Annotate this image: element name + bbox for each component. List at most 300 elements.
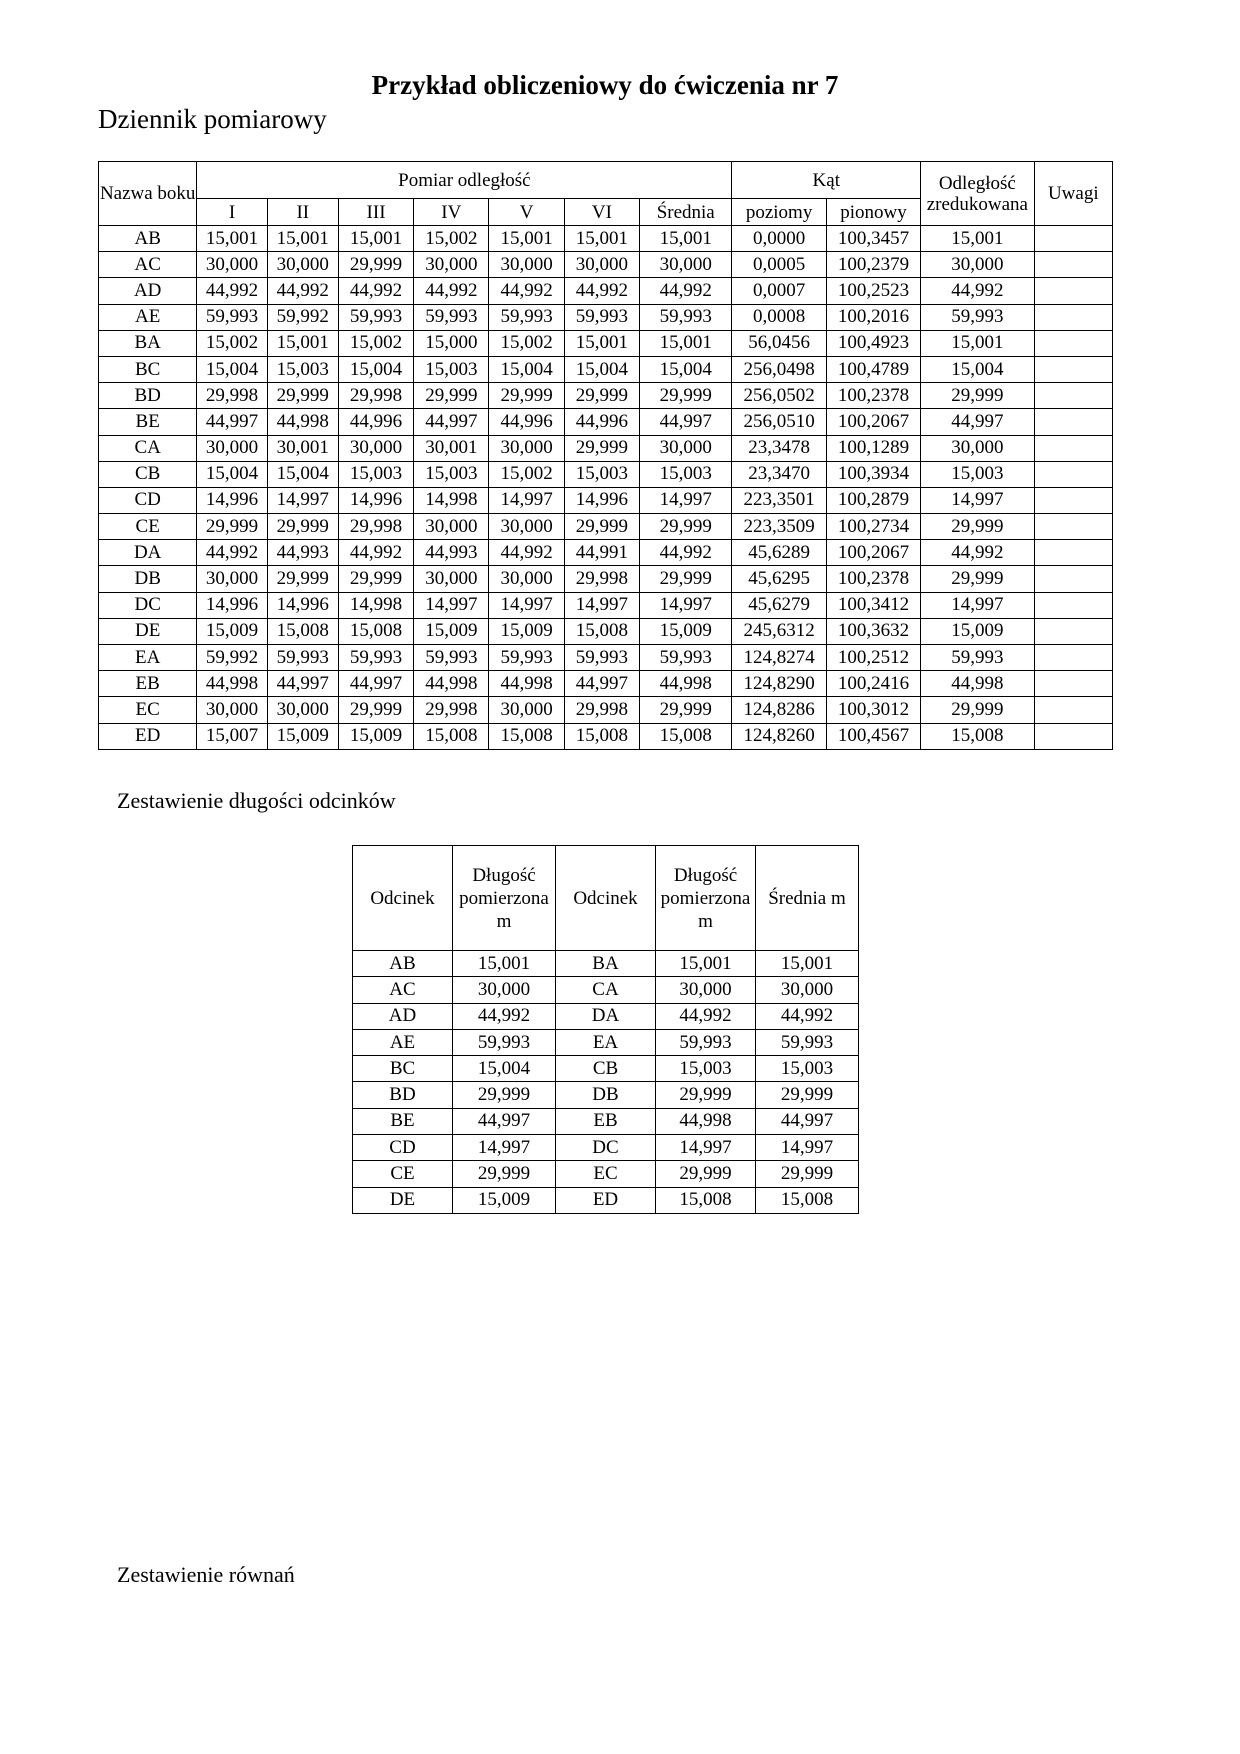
table-cell: AD: [353, 1003, 453, 1029]
table-cell: 30,001: [267, 435, 338, 461]
table-cell: 223,3509: [732, 514, 826, 540]
page-title: Przykład obliczeniowy do ćwiczenia nr 7: [371, 70, 839, 100]
table-cell: EB: [556, 1108, 656, 1134]
table-cell: 59,993: [414, 304, 489, 330]
table-cell: CB: [99, 461, 197, 487]
table-cell: 15,009: [640, 618, 732, 644]
table-cell: 14,997: [756, 1135, 859, 1161]
table-cell: 15,002: [414, 226, 489, 252]
table-cell: 29,999: [338, 252, 413, 278]
table-cell: 30,000: [414, 514, 489, 540]
table-cell: 59,993: [921, 645, 1034, 671]
table-cell: 44,991: [564, 540, 639, 566]
header-reduced-distance: Odległość zredukowana: [921, 162, 1034, 226]
table-cell: 15,003: [656, 1056, 756, 1082]
table-cell: 124,8274: [732, 645, 826, 671]
table-cell: 0,0005: [732, 252, 826, 278]
table-cell: 30,000: [640, 252, 732, 278]
table-cell: 100,4567: [826, 723, 920, 749]
table-cell: 30,000: [489, 697, 564, 723]
table-cell: CE: [99, 514, 197, 540]
table-cell: [1034, 540, 1112, 566]
table-cell: 100,3012: [826, 697, 920, 723]
journal-body: [99, 226, 1113, 750]
table-cell: 29,999: [453, 1082, 556, 1108]
table-cell: 15,004: [197, 461, 267, 487]
table-cell: 15,002: [489, 461, 564, 487]
table-cell: 15,008: [267, 618, 338, 644]
header-mean-length: Średnia m: [756, 846, 859, 951]
table-cell: 15,001: [453, 951, 556, 977]
table-cell: 44,997: [921, 409, 1034, 435]
table-cell: AE: [99, 304, 197, 330]
table-cell: 29,999: [921, 383, 1034, 409]
table-cell: 30,000: [267, 697, 338, 723]
table-row: [99, 671, 1113, 697]
table-cell: AE: [353, 1029, 453, 1055]
table-cell: 100,2067: [826, 409, 920, 435]
table-cell: 30,000: [921, 252, 1034, 278]
table-cell: 44,997: [756, 1108, 859, 1134]
table-cell: [1034, 514, 1112, 540]
table-cell: 0,0000: [732, 226, 826, 252]
table-cell: BA: [99, 330, 197, 356]
table-row: [99, 461, 1113, 487]
measurement-journal-table: [98, 161, 1113, 750]
table-cell: 14,996: [197, 592, 267, 618]
table-cell: 44,992: [489, 278, 564, 304]
header-measurement-6: VI: [564, 199, 639, 226]
table-cell: 15,008: [640, 723, 732, 749]
header-notes: Uwagi: [1034, 162, 1112, 226]
table-cell: BE: [353, 1108, 453, 1134]
table-cell: 14,996: [564, 487, 639, 513]
table-cell: 15,004: [921, 356, 1034, 382]
table-cell: 14,997: [656, 1135, 756, 1161]
header-vertical-angle: pionowy: [826, 199, 920, 226]
table-cell: 15,004: [338, 356, 413, 382]
table-cell: 15,007: [197, 723, 267, 749]
table-cell: 29,999: [921, 697, 1034, 723]
table-row: [353, 1056, 859, 1082]
table-cell: 100,2879: [826, 487, 920, 513]
table-cell: 45,6295: [732, 566, 826, 592]
table-cell: 44,992: [489, 540, 564, 566]
table-cell: 14,997: [921, 487, 1034, 513]
table-cell: [1034, 435, 1112, 461]
table-cell: CA: [99, 435, 197, 461]
table-cell: DB: [556, 1082, 656, 1108]
table-cell: 45,6289: [732, 540, 826, 566]
table-cell: 15,004: [267, 461, 338, 487]
table-cell: 15,001: [489, 226, 564, 252]
table-row: [99, 226, 1113, 252]
table-cell: [1034, 671, 1112, 697]
table-cell: 15,008: [921, 723, 1034, 749]
table-row: [99, 330, 1113, 356]
table-cell: 23,3470: [732, 461, 826, 487]
table-cell: 59,992: [197, 645, 267, 671]
table-cell: 44,992: [197, 278, 267, 304]
table-cell: 30,000: [197, 435, 267, 461]
table-row: [353, 1082, 859, 1108]
table-cell: 44,996: [338, 409, 413, 435]
table-cell: 15,002: [338, 330, 413, 356]
table-cell: 100,4923: [826, 330, 920, 356]
table-cell: [1034, 304, 1112, 330]
table-cell: 30,000: [489, 252, 564, 278]
table-cell: 30,000: [921, 435, 1034, 461]
table-cell: 44,998: [197, 671, 267, 697]
table-cell: 15,004: [489, 356, 564, 382]
table-cell: 45,6279: [732, 592, 826, 618]
table-row: [353, 1108, 859, 1134]
table-cell: 14,998: [414, 487, 489, 513]
table-cell: 29,999: [564, 435, 639, 461]
table-cell: EA: [99, 645, 197, 671]
table-cell: 30,000: [453, 977, 556, 1003]
table-cell: 44,998: [414, 671, 489, 697]
table-cell: [1034, 618, 1112, 644]
header-distance-group: Pomiar odległość: [197, 162, 732, 199]
table-cell: 30,001: [414, 435, 489, 461]
table-cell: 15,001: [267, 330, 338, 356]
table-cell: CA: [556, 977, 656, 1003]
table-cell: 59,993: [640, 645, 732, 671]
table-cell: BC: [99, 356, 197, 382]
table-cell: 14,997: [921, 592, 1034, 618]
table-row: [353, 1029, 859, 1055]
table-cell: 59,993: [453, 1029, 556, 1055]
table-cell: [1034, 356, 1112, 382]
table-cell: AC: [99, 252, 197, 278]
table-cell: 30,000: [489, 435, 564, 461]
table-cell: 100,3934: [826, 461, 920, 487]
table-cell: 15,008: [564, 723, 639, 749]
table-cell: 245,6312: [732, 618, 826, 644]
table-cell: 15,001: [921, 330, 1034, 356]
table-cell: [1034, 278, 1112, 304]
header-measurement-1: I: [197, 199, 267, 226]
table-cell: 44,998: [640, 671, 732, 697]
table-row: [99, 645, 1113, 671]
table-cell: 30,000: [756, 977, 859, 1003]
table-cell: 44,993: [267, 540, 338, 566]
table-cell: 29,999: [921, 566, 1034, 592]
table-cell: 44,997: [640, 409, 732, 435]
table-cell: 100,3632: [826, 618, 920, 644]
table-cell: BA: [556, 951, 656, 977]
table-cell: 30,000: [197, 252, 267, 278]
table-cell: 15,008: [756, 1187, 859, 1213]
table-cell: 124,8260: [732, 723, 826, 749]
header-side-name: Nazwa boku: [99, 162, 197, 226]
table-cell: 15,004: [453, 1056, 556, 1082]
table-cell: 29,999: [267, 514, 338, 540]
header-horizontal-angle: poziomy: [732, 199, 826, 226]
table-cell: 59,993: [267, 645, 338, 671]
table-cell: 15,002: [489, 330, 564, 356]
table-cell: BD: [353, 1082, 453, 1108]
table-cell: DC: [99, 592, 197, 618]
table-cell: 29,999: [921, 514, 1034, 540]
table-cell: 44,996: [564, 409, 639, 435]
table-row: [99, 304, 1113, 330]
table-cell: 44,992: [197, 540, 267, 566]
table-cell: 30,000: [489, 514, 564, 540]
table-cell: DA: [99, 540, 197, 566]
table-cell: 44,997: [267, 671, 338, 697]
table-cell: 59,993: [564, 645, 639, 671]
table-cell: [1034, 592, 1112, 618]
table-cell: BD: [99, 383, 197, 409]
table-cell: 44,997: [414, 409, 489, 435]
table-cell: CD: [353, 1135, 453, 1161]
table-cell: 100,2734: [826, 514, 920, 540]
table-cell: 23,3478: [732, 435, 826, 461]
table-cell: CB: [556, 1056, 656, 1082]
table-cell: 59,993: [756, 1029, 859, 1055]
table-cell: [1034, 697, 1112, 723]
table-cell: 44,992: [921, 540, 1034, 566]
table-cell: 15,001: [640, 226, 732, 252]
table-cell: 30,000: [197, 566, 267, 592]
table-cell: [1034, 409, 1112, 435]
table-row: [99, 278, 1113, 304]
table-row: [99, 592, 1113, 618]
table-cell: 15,002: [197, 330, 267, 356]
table-cell: 15,003: [414, 461, 489, 487]
table-cell: 100,2067: [826, 540, 920, 566]
table-cell: 59,993: [414, 645, 489, 671]
table-cell: 29,999: [453, 1161, 556, 1187]
table-cell: CD: [99, 487, 197, 513]
table-cell: 15,001: [756, 951, 859, 977]
table-cell: 100,2416: [826, 671, 920, 697]
table-cell: 15,003: [338, 461, 413, 487]
table-cell: 15,003: [640, 461, 732, 487]
table-cell: 29,999: [640, 514, 732, 540]
table-cell: 29,999: [197, 514, 267, 540]
table-cell: 14,997: [489, 592, 564, 618]
table-cell: 29,999: [656, 1082, 756, 1108]
table-cell: [1034, 330, 1112, 356]
table-cell: 100,3457: [826, 226, 920, 252]
lengths-body: [353, 951, 859, 1214]
header-measured-length-1: Długość pomierzona m: [453, 846, 556, 951]
table-cell: 59,993: [338, 304, 413, 330]
table-row: [99, 618, 1113, 644]
table-cell: ED: [99, 723, 197, 749]
table-cell: CE: [353, 1161, 453, 1187]
table-cell: DC: [556, 1135, 656, 1161]
table-cell: 100,4789: [826, 356, 920, 382]
table-cell: 59,993: [197, 304, 267, 330]
table-row: [99, 435, 1113, 461]
table-cell: 15,009: [921, 618, 1034, 644]
table-cell: 59,993: [489, 645, 564, 671]
table-cell: 30,000: [414, 252, 489, 278]
table-cell: 15,008: [489, 723, 564, 749]
table-cell: 14,996: [267, 592, 338, 618]
table-cell: 14,997: [640, 592, 732, 618]
table-cell: 44,992: [640, 278, 732, 304]
table-row: [99, 514, 1113, 540]
table-cell: AB: [99, 226, 197, 252]
table-cell: EA: [556, 1029, 656, 1055]
table-cell: 15,003: [756, 1056, 859, 1082]
table-cell: 44,992: [656, 1003, 756, 1029]
table-cell: 59,993: [640, 304, 732, 330]
table-cell: 14,997: [453, 1135, 556, 1161]
table-cell: 44,992: [414, 278, 489, 304]
table-cell: 29,998: [414, 697, 489, 723]
table-cell: 15,001: [564, 330, 639, 356]
table-cell: 15,001: [656, 951, 756, 977]
table-cell: [1034, 723, 1112, 749]
table-row: [353, 1187, 859, 1213]
table-row: [353, 977, 859, 1003]
table-cell: 29,999: [414, 383, 489, 409]
table-cell: 15,009: [197, 618, 267, 644]
table-row: [99, 697, 1113, 723]
table-row: [353, 951, 859, 977]
table-cell: 100,3412: [826, 592, 920, 618]
table-cell: 15,001: [197, 226, 267, 252]
table-cell: 100,2378: [826, 566, 920, 592]
table-cell: [1034, 487, 1112, 513]
table-cell: 15,004: [564, 356, 639, 382]
table-cell: DE: [99, 618, 197, 644]
segment-lengths-table: [352, 845, 859, 1214]
table-cell: 256,0498: [732, 356, 826, 382]
table-cell: 56,0456: [732, 330, 826, 356]
table-cell: 29,999: [267, 383, 338, 409]
table-cell: [1034, 226, 1112, 252]
table-cell: 44,992: [921, 278, 1034, 304]
table-cell: 14,998: [338, 592, 413, 618]
table-cell: 15,008: [564, 618, 639, 644]
table-row: [99, 409, 1113, 435]
table-cell: 30,000: [564, 252, 639, 278]
table-cell: 59,993: [921, 304, 1034, 330]
table-cell: 44,992: [338, 278, 413, 304]
table-cell: 15,009: [489, 618, 564, 644]
table-cell: 0,0008: [732, 304, 826, 330]
table-cell: 29,998: [197, 383, 267, 409]
header-measurement-4: IV: [414, 199, 489, 226]
table-cell: 14,997: [489, 487, 564, 513]
table-cell: 30,000: [489, 566, 564, 592]
table-cell: [1034, 252, 1112, 278]
table-cell: 29,999: [564, 514, 639, 540]
table-cell: 14,997: [564, 592, 639, 618]
table-cell: 100,2523: [826, 278, 920, 304]
table-cell: 44,998: [921, 671, 1034, 697]
header-segment-1: Odcinek: [353, 846, 453, 951]
equations-heading: Zestawienie równań: [117, 1562, 295, 1587]
table-cell: 15,003: [921, 461, 1034, 487]
table-cell: 124,8290: [732, 671, 826, 697]
table-cell: EB: [99, 671, 197, 697]
table-cell: ED: [556, 1187, 656, 1213]
table-cell: [1034, 383, 1112, 409]
table-cell: 44,998: [489, 671, 564, 697]
table-cell: [1034, 566, 1112, 592]
table-cell: AB: [353, 951, 453, 977]
table-cell: 30,000: [267, 252, 338, 278]
table-cell: 14,996: [338, 487, 413, 513]
journal-heading: Dziennik pomiarowy: [98, 104, 327, 134]
table-cell: 44,997: [197, 409, 267, 435]
table-cell: 30,000: [640, 435, 732, 461]
table-cell: 15,008: [338, 618, 413, 644]
table-cell: [1034, 461, 1112, 487]
table-cell: AD: [99, 278, 197, 304]
table-cell: 100,2379: [826, 252, 920, 278]
table-cell: 29,998: [564, 566, 639, 592]
table-cell: 15,001: [640, 330, 732, 356]
table-cell: 44,992: [338, 540, 413, 566]
table-cell: 100,2016: [826, 304, 920, 330]
table-cell: 29,999: [640, 383, 732, 409]
table-cell: 30,000: [197, 697, 267, 723]
table-cell: 14,997: [414, 592, 489, 618]
table-row: [99, 566, 1113, 592]
header-measurement-2: II: [267, 199, 338, 226]
table-cell: 124,8286: [732, 697, 826, 723]
table-cell: 44,997: [564, 671, 639, 697]
table-cell: 100,2378: [826, 383, 920, 409]
table-cell: 44,992: [564, 278, 639, 304]
table-cell: 29,998: [564, 697, 639, 723]
header-measurement-3: III: [338, 199, 413, 226]
table-cell: 100,1289: [826, 435, 920, 461]
table-cell: 59,993: [564, 304, 639, 330]
table-cell: 256,0510: [732, 409, 826, 435]
table-cell: 256,0502: [732, 383, 826, 409]
table-cell: 15,008: [656, 1187, 756, 1213]
header-segment-2: Odcinek: [556, 846, 656, 951]
table-cell: [1034, 645, 1112, 671]
table-cell: 14,997: [640, 487, 732, 513]
table-cell: 15,003: [564, 461, 639, 487]
table-cell: 29,998: [338, 383, 413, 409]
table-cell: 15,001: [267, 226, 338, 252]
table-cell: 15,003: [267, 356, 338, 382]
header-angle-group: Kąt: [732, 162, 921, 199]
table-cell: 15,001: [921, 226, 1034, 252]
table-cell: DA: [556, 1003, 656, 1029]
table-cell: 44,992: [453, 1003, 556, 1029]
table-cell: DB: [99, 566, 197, 592]
table-cell: 44,993: [414, 540, 489, 566]
table-cell: 44,992: [640, 540, 732, 566]
table-cell: 15,001: [338, 226, 413, 252]
table-cell: BC: [353, 1056, 453, 1082]
table-cell: 15,001: [564, 226, 639, 252]
table-cell: 15,004: [197, 356, 267, 382]
table-cell: 59,993: [338, 645, 413, 671]
table-row: [353, 1135, 859, 1161]
table-cell: 29,999: [640, 697, 732, 723]
table-cell: 29,999: [338, 566, 413, 592]
header-mean: Średnia: [640, 199, 732, 226]
table-cell: BE: [99, 409, 197, 435]
table-row: [99, 356, 1113, 382]
table-cell: EC: [99, 697, 197, 723]
table-cell: 0,0007: [732, 278, 826, 304]
